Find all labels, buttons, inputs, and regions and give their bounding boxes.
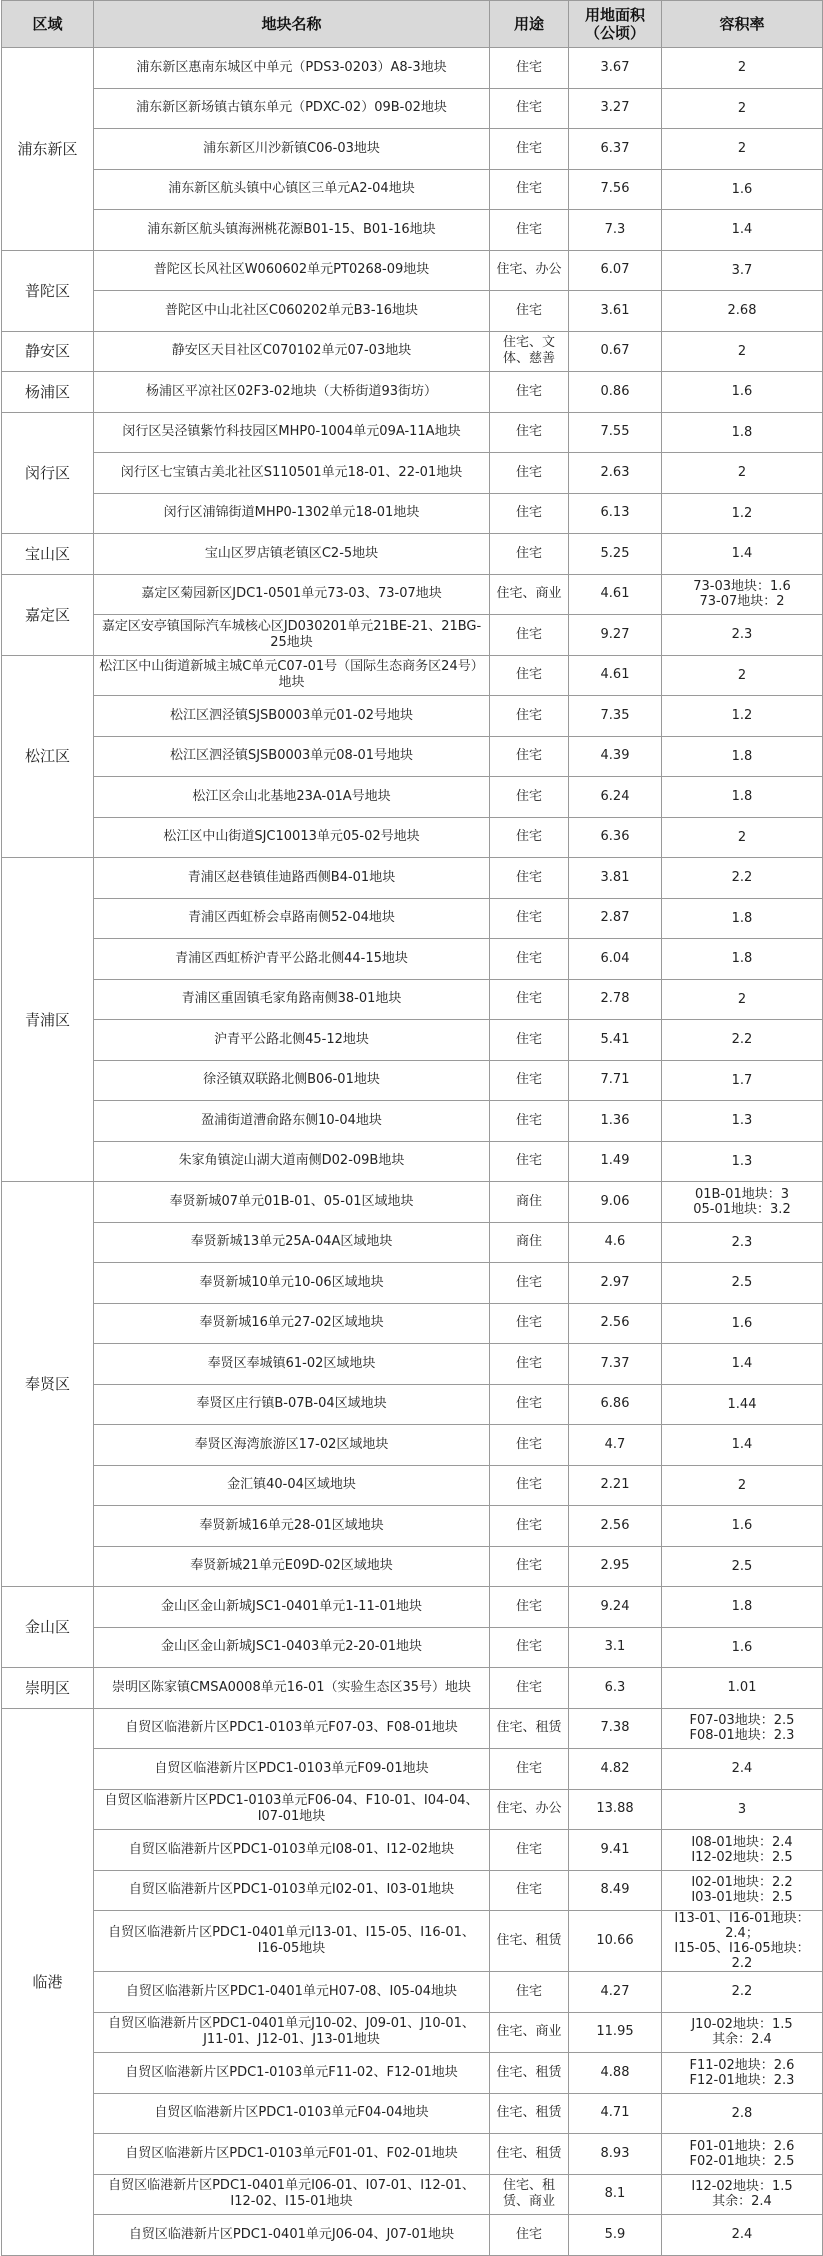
far-cell: 1.6	[662, 169, 823, 210]
parcel-name-cell: 徐泾镇双联路北侧B06-01地块	[94, 1060, 490, 1101]
area-cell: 3.1	[569, 1627, 662, 1668]
table-row	[2, 2053, 823, 2094]
area-cell: 2.63	[569, 453, 662, 494]
land-use-cell: 住宅	[490, 1870, 569, 1911]
table-row	[2, 453, 823, 494]
table-row	[2, 1870, 823, 1911]
table-row	[2, 1506, 823, 1547]
table-row	[2, 1101, 823, 1142]
table-row	[2, 291, 823, 332]
land-use-cell: 住宅	[490, 88, 569, 129]
parcel-name-cell: 静安区天目社区C070102单元07-03地块	[94, 331, 490, 372]
parcel-name-cell: 自贸区临港新片区PDC1-0401单元J10-02、J09-01、J10-01、J11-01、J12-01、J13-01地块	[94, 2012, 490, 2053]
parcel-name-cell: 普陀区中山北社区C060202单元B3-16地块	[94, 291, 490, 332]
far-cell: 1.8	[662, 736, 823, 777]
parcel-name-cell: 浦东新区川沙新镇C06-03地块	[94, 129, 490, 170]
parcel-name-cell: 松江区佘山北基地23A-01A号地块	[94, 777, 490, 818]
far-cell: 01B-01地块：3 05-01地块：3.2	[662, 1182, 823, 1223]
area-cell: 3.27	[569, 88, 662, 129]
table-row	[2, 1749, 823, 1790]
parcel-name-cell: 青浦区赵巷镇佳迪路西侧B4-01地块	[94, 858, 490, 899]
far-cell: 73-03地块：1.6 73-07地块：2	[662, 574, 823, 615]
table-row	[2, 1344, 823, 1385]
table-row	[2, 210, 823, 251]
table-row	[2, 1222, 823, 1263]
far-cell: 1.3	[662, 1141, 823, 1182]
table-row	[2, 939, 823, 980]
land-use-cell: 住宅	[490, 1668, 569, 1709]
table-row	[2, 1263, 823, 1304]
header-name: 地块名称	[94, 1, 490, 48]
table-row	[2, 1708, 823, 1749]
table-row	[2, 2215, 823, 2256]
header-area	[569, 1, 662, 48]
land-use-cell: 住宅	[490, 412, 569, 453]
region-cell: 嘉定区	[2, 574, 94, 655]
area-cell: 4.27	[569, 1972, 662, 2013]
land-use-cell: 商住	[490, 1182, 569, 1223]
table-row	[2, 1060, 823, 1101]
parcel-name-cell: 松江区泗泾镇SJSB0003单元08-01号地块	[94, 736, 490, 777]
land-use-cell: 住宅、租赁	[490, 1911, 569, 1972]
land-use-cell: 住宅	[490, 696, 569, 737]
table-row	[2, 48, 823, 89]
far-cell: 2.3	[662, 615, 823, 656]
table-row	[2, 1465, 823, 1506]
area-cell: 3.61	[569, 291, 662, 332]
parcel-name-cell: 奉贤新城21单元E09D-02区域地块	[94, 1546, 490, 1587]
parcel-name-cell: 自贸区临港新片区PDC1-0103单元F09-01地块	[94, 1749, 490, 1790]
parcel-name-cell: 自贸区临港新片区PDC1-0103单元F04-04地块	[94, 2093, 490, 2134]
region-cell: 奉贤区	[2, 1182, 94, 1587]
far-cell: F01-01地块：2.6 F02-01地块：2.5	[662, 2134, 823, 2175]
area-cell: 4.82	[569, 1749, 662, 1790]
far-cell: 2.4	[662, 1749, 823, 1790]
parcel-name-cell: 金汇镇40-04区域地块	[94, 1465, 490, 1506]
land-use-cell: 住宅	[490, 1141, 569, 1182]
land-use-cell: 住宅	[490, 169, 569, 210]
land-use-cell: 住宅	[490, 534, 569, 575]
area-cell: 9.27	[569, 615, 662, 656]
far-cell: I12-02地块：1.5 其余：2.4	[662, 2174, 823, 2215]
area-cell: 3.81	[569, 858, 662, 899]
parcel-name-cell: 闵行区七宝镇古美北社区S110501单元18-01、22-01地块	[94, 453, 490, 494]
area-cell: 9.41	[569, 1830, 662, 1871]
table-row	[2, 2174, 823, 2215]
far-cell: 1.44	[662, 1384, 823, 1425]
far-cell: 1.4	[662, 210, 823, 251]
land-use-cell: 住宅、办公	[490, 250, 569, 291]
area-cell: 7.56	[569, 169, 662, 210]
land-use-cell: 住宅	[490, 129, 569, 170]
land-use-cell: 住宅	[490, 493, 569, 534]
table-row	[2, 655, 823, 696]
parcel-name-cell: 松江区中山街道SJC10013单元05-02号地块	[94, 817, 490, 858]
land-use-cell: 住宅	[490, 1749, 569, 1790]
area-cell: 6.3	[569, 1668, 662, 1709]
table-row	[2, 331, 823, 372]
land-use-cell: 住宅、商业	[490, 2012, 569, 2053]
land-use-cell: 住宅	[490, 1303, 569, 1344]
parcel-name-cell: 奉贤区庄行镇B-07B-04区域地块	[94, 1384, 490, 1425]
area-cell: 6.36	[569, 817, 662, 858]
area-cell: 4.39	[569, 736, 662, 777]
area-cell: 6.24	[569, 777, 662, 818]
header-region: 区域	[2, 1, 94, 48]
area-cell: 11.95	[569, 2012, 662, 2053]
area-cell: 1.36	[569, 1101, 662, 1142]
area-cell: 6.13	[569, 493, 662, 534]
far-cell: 2.2	[662, 1020, 823, 1061]
area-cell: 6.37	[569, 129, 662, 170]
header-far: 容积率	[662, 1, 823, 48]
table-row	[2, 574, 823, 615]
table-row	[2, 898, 823, 939]
parcel-name-cell: 浦东新区新场镇古镇东单元（PDXC-02）09B-02地块	[94, 88, 490, 129]
far-cell: 1.8	[662, 898, 823, 939]
far-cell: 1.01	[662, 1668, 823, 1709]
parcel-name-cell: 自贸区临港新片区PDC1-0103单元F01-01、F02-01地块	[94, 2134, 490, 2175]
land-use-cell: 住宅	[490, 291, 569, 332]
far-cell: I08-01地块：2.4 I12-02地块：2.5	[662, 1830, 823, 1871]
area-cell: 4.71	[569, 2093, 662, 2134]
area-cell: 3.67	[569, 48, 662, 89]
far-cell: F11-02地块：2.6 F12-01地块：2.3	[662, 2053, 823, 2094]
area-cell: 2.97	[569, 1263, 662, 1304]
area-cell: 6.86	[569, 1384, 662, 1425]
area-cell: 7.38	[569, 1708, 662, 1749]
far-cell: 1.6	[662, 1303, 823, 1344]
table-row	[2, 1425, 823, 1466]
land-use-cell: 住宅	[490, 1830, 569, 1871]
parcel-name-cell: 奉贤新城16单元27-02区域地块	[94, 1303, 490, 1344]
area-cell: 0.67	[569, 331, 662, 372]
land-use-cell: 住宅	[490, 1587, 569, 1628]
land-use-cell: 住宅	[490, 1344, 569, 1385]
land-use-cell: 住宅	[490, 1020, 569, 1061]
parcel-name-cell: 自贸区临港新片区PDC1-0103单元I08-01、I12-02地块	[94, 1830, 490, 1871]
region-cell: 青浦区	[2, 858, 94, 1182]
land-use-cell: 住宅	[490, 210, 569, 251]
parcel-name-cell: 松江区中山街道新城主城C单元C07-01号（国际生态商务区24号）地块	[94, 655, 490, 696]
far-cell: 1.6	[662, 1627, 823, 1668]
far-cell: 2.2	[662, 858, 823, 899]
parcel-name-cell: 自贸区临港新片区PDC1-0103单元F06-04、F10-01、I04-04、I07-01地块	[94, 1789, 490, 1830]
far-cell: 2	[662, 979, 823, 1020]
parcel-name-cell: 浦东新区航头镇中心镇区三单元A2-04地块	[94, 169, 490, 210]
land-use-cell: 住宅	[490, 939, 569, 980]
parcel-name-cell: 普陀区长风社区W060602单元PT0268-09地块	[94, 250, 490, 291]
area-cell: 4.61	[569, 655, 662, 696]
parcel-name-cell: 青浦区重固镇毛家角路南侧38-01地块	[94, 979, 490, 1020]
parcel-name-cell: 盈浦街道漕俞路东侧10-04地块	[94, 1101, 490, 1142]
parcel-name-cell: 奉贤新城07单元01B-01、05-01区域地块	[94, 1182, 490, 1223]
far-cell: 1.4	[662, 1425, 823, 1466]
table-row	[2, 1911, 823, 1972]
table-row	[2, 2093, 823, 2134]
land-use-cell: 住宅	[490, 1060, 569, 1101]
area-cell: 4.7	[569, 1425, 662, 1466]
far-cell: 2	[662, 129, 823, 170]
far-cell: 1.6	[662, 372, 823, 413]
area-cell: 8.1	[569, 2174, 662, 2215]
land-use-cell: 住宅、租赁	[490, 2134, 569, 2175]
far-cell: 3.7	[662, 250, 823, 291]
land-use-cell: 住宅	[490, 1546, 569, 1587]
parcel-name-cell: 松江区泗泾镇SJSB0003单元01-02号地块	[94, 696, 490, 737]
table-row	[2, 696, 823, 737]
parcel-name-cell: 嘉定区菊园新区JDC1-0501单元73-03、73-07地块	[94, 574, 490, 615]
parcel-name-cell: 自贸区临港新片区PDC1-0103单元F07-03、F08-01地块	[94, 1708, 490, 1749]
area-cell: 5.9	[569, 2215, 662, 2256]
parcel-name-cell: 自贸区临港新片区PDC1-0401单元I13-01、I15-05、I16-01、I16-05地块	[94, 1911, 490, 1972]
far-cell: 1.6	[662, 1506, 823, 1547]
parcel-name-cell: 自贸区临港新片区PDC1-0401单元H07-08、I05-04地块	[94, 1972, 490, 2013]
table-row	[2, 1020, 823, 1061]
area-cell: 2.95	[569, 1546, 662, 1587]
table-row	[2, 1384, 823, 1425]
area-cell: 6.07	[569, 250, 662, 291]
far-cell: 2	[662, 453, 823, 494]
land-use-cell: 住宅	[490, 453, 569, 494]
parcel-name-cell: 朱家角镇淀山湖大道南侧D02-09B地块	[94, 1141, 490, 1182]
far-cell: 1.8	[662, 412, 823, 453]
header-area-label: 用地面积 （公顷）	[584, 6, 645, 42]
table-row	[2, 129, 823, 170]
parcel-name-cell: 奉贤新城16单元28-01区域地块	[94, 1506, 490, 1547]
area-cell: 6.04	[569, 939, 662, 980]
table-row	[2, 1668, 823, 1709]
area-cell: 7.3	[569, 210, 662, 251]
far-cell: 2.3	[662, 1222, 823, 1263]
parcel-name-cell: 闵行区吴泾镇紫竹科技园区MHP0-1004单元09A-11A地块	[94, 412, 490, 453]
parcel-name-cell: 自贸区临港新片区PDC1-0401单元J06-04、J07-01地块	[94, 2215, 490, 2256]
area-cell: 4.6	[569, 1222, 662, 1263]
table-row	[2, 250, 823, 291]
region-cell: 松江区	[2, 655, 94, 858]
parcel-name-cell: 奉贤新城13单元25A-04A区域地块	[94, 1222, 490, 1263]
parcel-name-cell: 闵行区浦锦街道MHP0-1302单元18-01地块	[94, 493, 490, 534]
area-cell: 7.37	[569, 1344, 662, 1385]
far-cell: 1.2	[662, 696, 823, 737]
area-cell: 2.21	[569, 1465, 662, 1506]
region-cell: 闵行区	[2, 412, 94, 534]
land-use-cell: 住宅	[490, 1384, 569, 1425]
table-row	[2, 372, 823, 413]
land-use-cell: 商住	[490, 1222, 569, 1263]
land-use-cell: 住宅	[490, 817, 569, 858]
table-row	[2, 1830, 823, 1871]
region-cell: 崇明区	[2, 1668, 94, 1709]
land-use-cell: 住宅	[490, 979, 569, 1020]
far-cell: 2	[662, 817, 823, 858]
area-cell: 7.55	[569, 412, 662, 453]
far-cell: 2	[662, 331, 823, 372]
land-use-cell: 住宅	[490, 1101, 569, 1142]
far-cell: 1.8	[662, 777, 823, 818]
area-cell: 9.24	[569, 1587, 662, 1628]
land-use-cell: 住宅	[490, 2215, 569, 2256]
region-cell: 杨浦区	[2, 372, 94, 413]
header-row	[2, 1, 823, 48]
table-row	[2, 1972, 823, 2013]
table-row	[2, 493, 823, 534]
far-cell: 1.4	[662, 1344, 823, 1385]
parcel-name-cell: 自贸区临港新片区PDC1-0103单元F11-02、F12-01地块	[94, 2053, 490, 2094]
parcel-name-cell: 崇明区陈家镇CMSA0008单元16-01（实验生态区35号）地块	[94, 1668, 490, 1709]
area-cell: 2.56	[569, 1303, 662, 1344]
table-row	[2, 736, 823, 777]
region-cell: 普陀区	[2, 250, 94, 331]
table-row	[2, 1546, 823, 1587]
parcel-name-cell: 青浦区西虹桥沪青平公路北侧44-15地块	[94, 939, 490, 980]
land-use-cell: 住宅	[490, 615, 569, 656]
parcel-name-cell: 自贸区临港新片区PDC1-0103单元I02-01、I03-01地块	[94, 1870, 490, 1911]
area-cell: 4.61	[569, 574, 662, 615]
land-use-cell: 住宅	[490, 48, 569, 89]
land-use-cell: 住宅	[490, 1972, 569, 2013]
land-use-cell: 住宅、租赁、商业	[490, 2174, 569, 2215]
table-row	[2, 979, 823, 1020]
land-use-cell: 住宅、租赁	[490, 2093, 569, 2134]
area-cell: 2.78	[569, 979, 662, 1020]
land-use-cell: 住宅	[490, 898, 569, 939]
parcel-name-cell: 金山区金山新城JSC1-0403单元2-20-01地块	[94, 1627, 490, 1668]
land-use-cell: 住宅	[490, 1263, 569, 1304]
far-cell: 2	[662, 88, 823, 129]
far-cell: F07-03地块：2.5 F08-01地块：2.3	[662, 1708, 823, 1749]
far-cell: 2.8	[662, 2093, 823, 2134]
far-cell: 1.3	[662, 1101, 823, 1142]
far-cell: I02-01地块：2.2 I03-01地块：2.5	[662, 1870, 823, 1911]
land-use-cell: 住宅	[490, 372, 569, 413]
land-use-cell: 住宅	[490, 655, 569, 696]
land-use-cell: 住宅、商业	[490, 574, 569, 615]
land-parcel-table	[1, 0, 823, 2256]
far-cell: 1.4	[662, 534, 823, 575]
parcel-name-cell: 奉贤区海湾旅游区17-02区域地块	[94, 1425, 490, 1466]
parcel-name-cell: 奉贤新城10单元10-06区域地块	[94, 1263, 490, 1304]
far-cell: 1.7	[662, 1060, 823, 1101]
land-use-cell: 住宅	[490, 1425, 569, 1466]
area-cell: 2.87	[569, 898, 662, 939]
table-row	[2, 817, 823, 858]
area-cell: 7.71	[569, 1060, 662, 1101]
region-cell: 静安区	[2, 331, 94, 372]
land-use-cell: 住宅、租赁	[490, 1708, 569, 1749]
table-row	[2, 1627, 823, 1668]
table-row	[2, 777, 823, 818]
land-use-cell: 住宅	[490, 1465, 569, 1506]
far-cell: 1.8	[662, 939, 823, 980]
area-cell: 13.88	[569, 1789, 662, 1830]
table-row	[2, 615, 823, 656]
area-cell: 8.49	[569, 1870, 662, 1911]
table-row	[2, 1303, 823, 1344]
area-cell: 9.06	[569, 1182, 662, 1223]
far-cell: 1.2	[662, 493, 823, 534]
area-cell: 4.88	[569, 2053, 662, 2094]
table-row	[2, 1141, 823, 1182]
header-use: 用途	[490, 1, 569, 48]
area-cell: 2.56	[569, 1506, 662, 1547]
land-use-cell: 住宅、办公	[490, 1789, 569, 1830]
table-row	[2, 1587, 823, 1628]
table-row	[2, 534, 823, 575]
area-cell: 7.35	[569, 696, 662, 737]
far-cell: 2.5	[662, 1546, 823, 1587]
land-use-cell: 住宅	[490, 777, 569, 818]
table-row	[2, 858, 823, 899]
region-cell: 浦东新区	[2, 48, 94, 251]
table-row	[2, 412, 823, 453]
far-cell: 1.8	[662, 1587, 823, 1628]
table-row	[2, 169, 823, 210]
far-cell: 2	[662, 1465, 823, 1506]
table-row	[2, 1789, 823, 1830]
parcel-name-cell: 嘉定区安亭镇国际汽车城核心区JD030201单元21BE-21、21BG-25地块	[94, 615, 490, 656]
area-cell: 5.41	[569, 1020, 662, 1061]
far-cell: 2	[662, 655, 823, 696]
table-row	[2, 2134, 823, 2175]
far-cell: 3	[662, 1789, 823, 1830]
area-cell: 10.66	[569, 1911, 662, 1972]
far-cell: J10-02地块：1.5 其余：2.4	[662, 2012, 823, 2053]
region-cell: 临港	[2, 1708, 94, 2255]
parcel-name-cell: 杨浦区平凉社区02F3-02地块（大桥街道93街坊）	[94, 372, 490, 413]
parcel-name-cell: 金山区金山新城JSC1-0401单元1-11-01地块	[94, 1587, 490, 1628]
far-cell: I13-01、I16-01地块：2.4； I15-05、I16-05地块：2.2	[662, 1911, 823, 1972]
table-row	[2, 2012, 823, 2053]
area-cell: 8.93	[569, 2134, 662, 2175]
land-use-cell: 住宅、文体、慈善	[490, 331, 569, 372]
far-cell: 2.5	[662, 1263, 823, 1304]
parcel-name-cell: 浦东新区惠南东城区中单元（PDS3-0203）A8-3地块	[94, 48, 490, 89]
area-cell: 1.49	[569, 1141, 662, 1182]
land-use-cell: 住宅	[490, 1506, 569, 1547]
land-use-cell: 住宅	[490, 736, 569, 777]
table-row	[2, 1182, 823, 1223]
far-cell: 2	[662, 48, 823, 89]
land-use-cell: 住宅、租赁	[490, 2053, 569, 2094]
parcel-name-cell: 奉贤区奉城镇61-02区域地块	[94, 1344, 490, 1385]
parcel-name-cell: 自贸区临港新片区PDC1-0401单元I06-01、I07-01、I12-01、I12-02、I15-01地块	[94, 2174, 490, 2215]
area-cell: 0.86	[569, 372, 662, 413]
table-row	[2, 88, 823, 129]
area-cell: 5.25	[569, 534, 662, 575]
parcel-name-cell: 浦东新区航头镇海洲桃花源B01-15、B01-16地块	[94, 210, 490, 251]
land-use-cell: 住宅	[490, 858, 569, 899]
region-cell: 宝山区	[2, 534, 94, 575]
parcel-name-cell: 宝山区罗店镇老镇区C2-5地块	[94, 534, 490, 575]
region-cell: 金山区	[2, 1587, 94, 1668]
land-use-cell: 住宅	[490, 1627, 569, 1668]
far-cell: 2.2	[662, 1972, 823, 2013]
parcel-name-cell: 青浦区西虹桥会卓路南侧52-04地块	[94, 898, 490, 939]
parcel-name-cell: 沪青平公路北侧45-12地块	[94, 1020, 490, 1061]
far-cell: 2.4	[662, 2215, 823, 2256]
far-cell: 2.68	[662, 291, 823, 332]
